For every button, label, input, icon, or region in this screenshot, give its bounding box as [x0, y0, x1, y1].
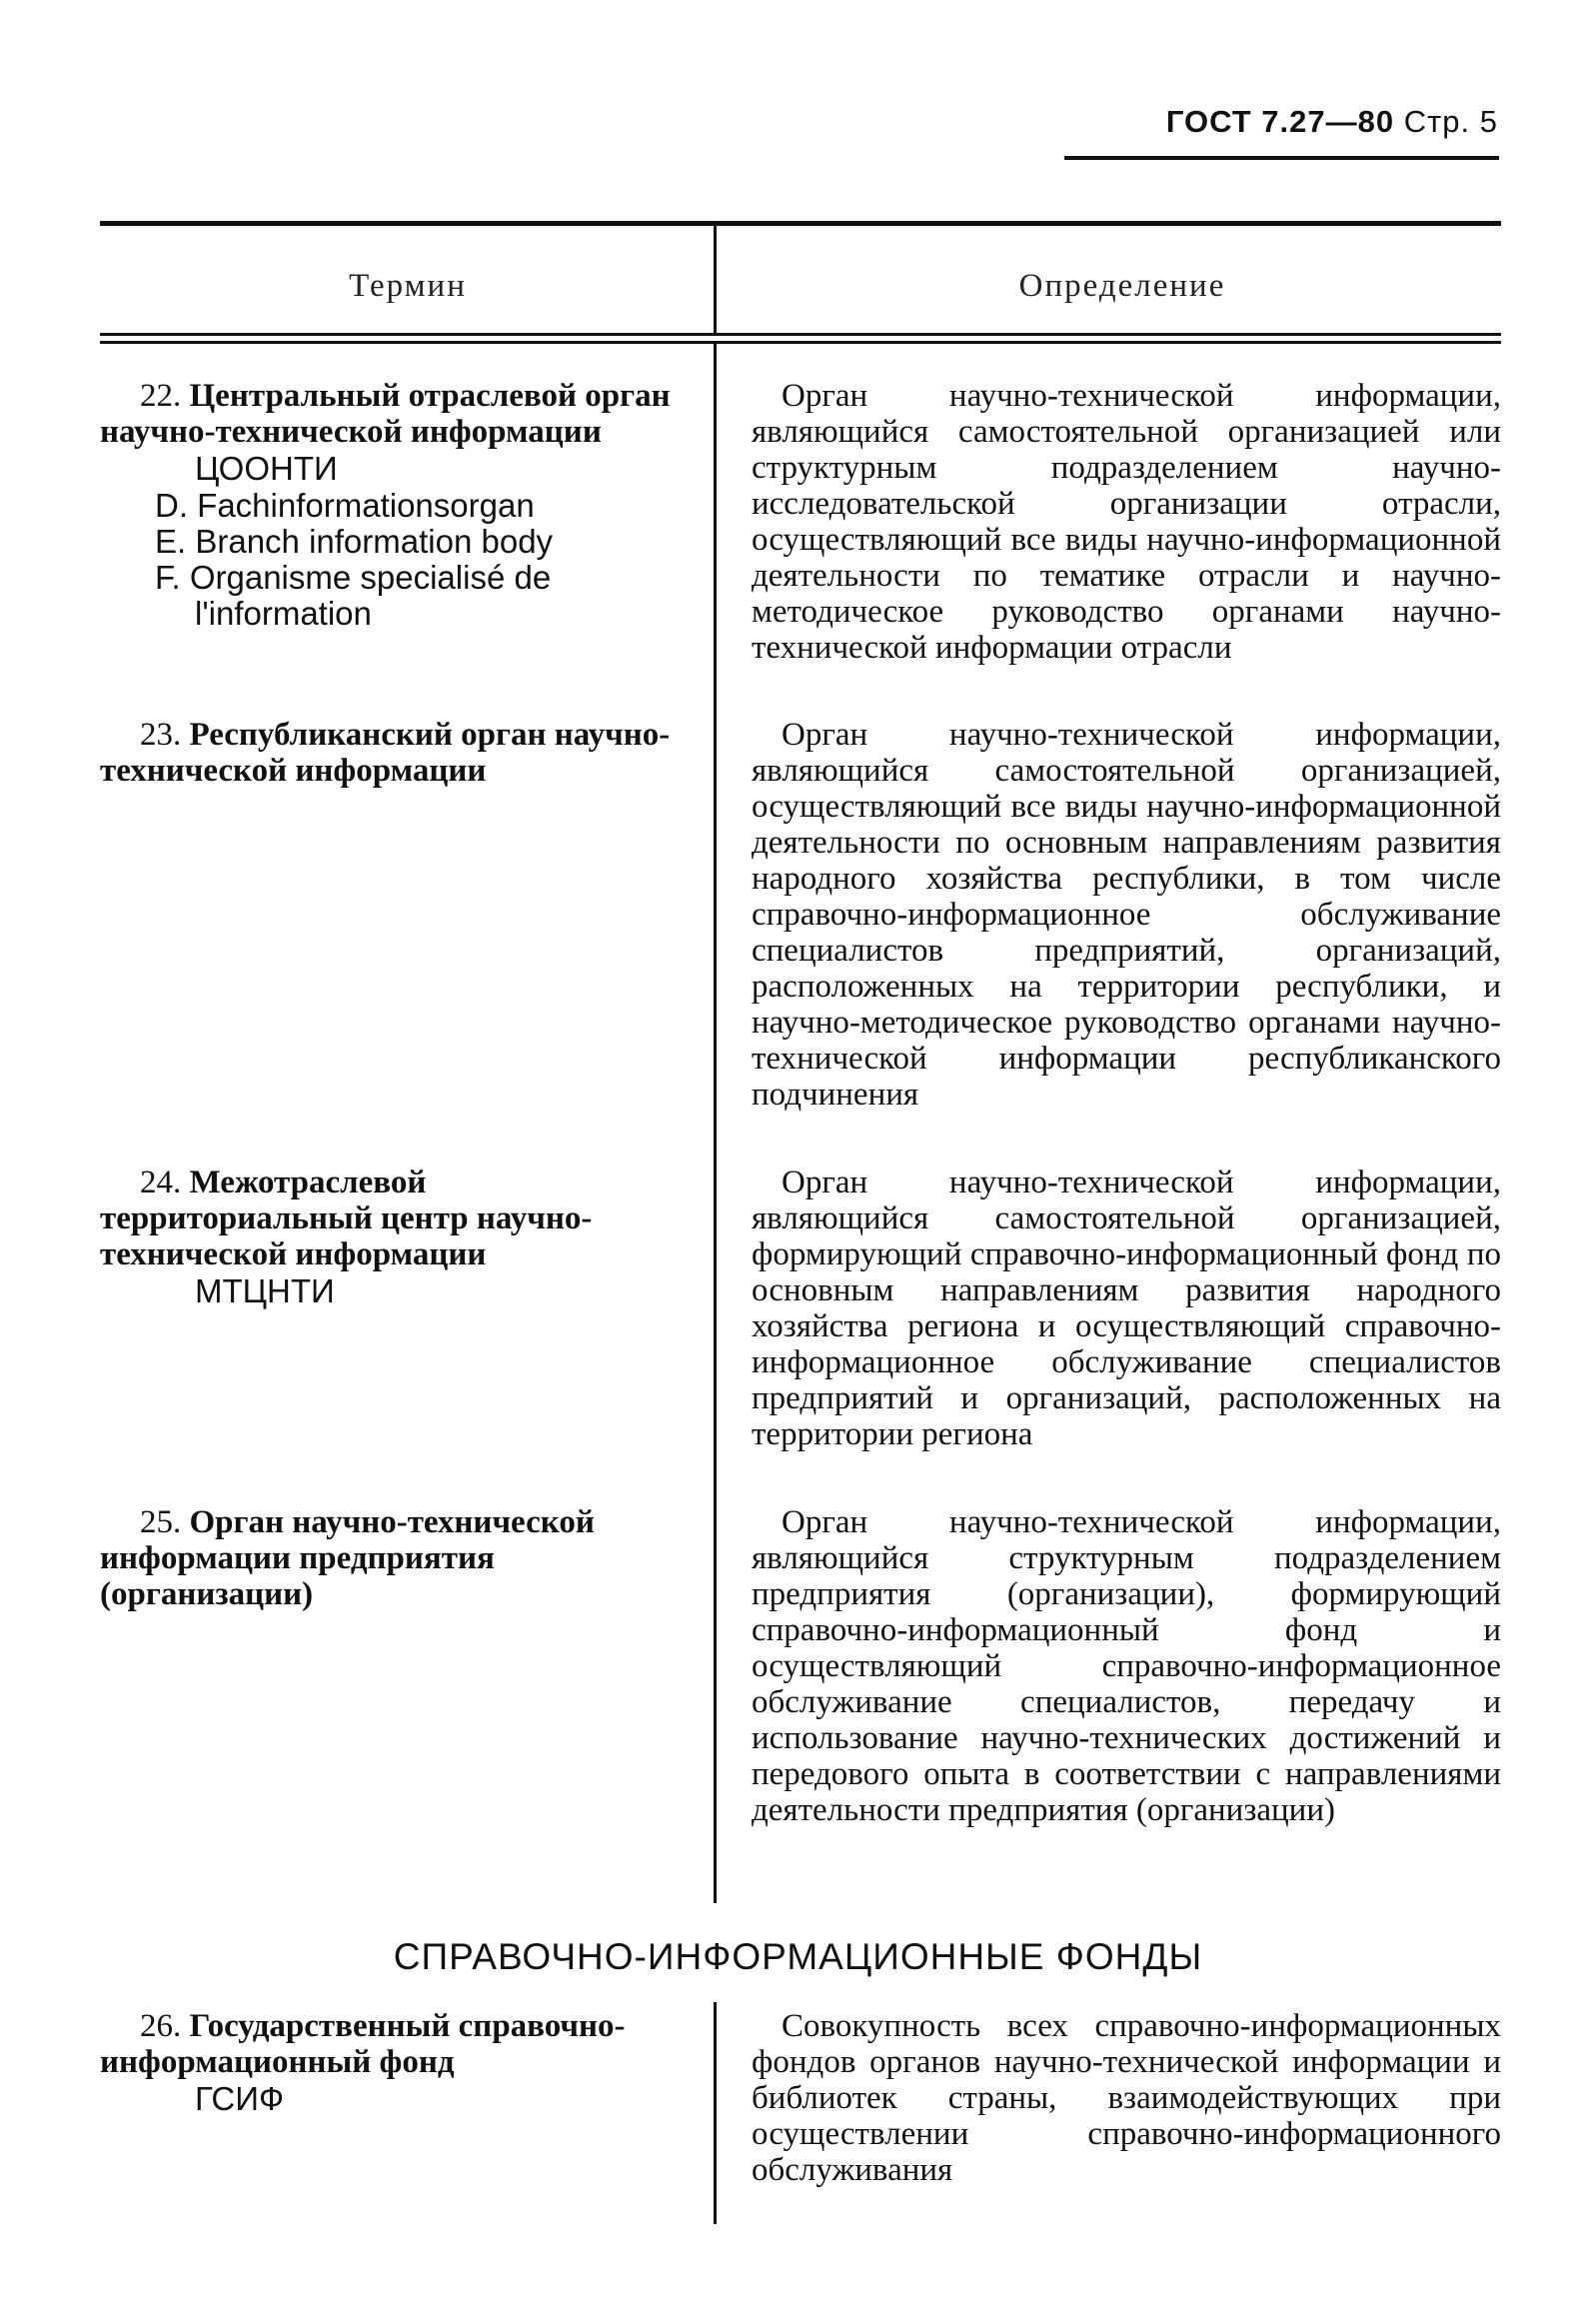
term-abbreviation: МТЦНТИ: [195, 1272, 335, 1309]
foreign-equivalent-en: E. Branch information body: [155, 523, 554, 560]
definition-22: Орган научно-технической информации, являющийся самостоятельной организацией или структурным подразделением научно-исследовательской организации отрасли, осуществляющий все виды научно-информационной деятельности по тематике отрасли и научно-методическое руководство органами научно-технической информации отрасли: [752, 378, 1501, 666]
term-title: Государственный справочно-информационный фонд: [100, 2008, 626, 2080]
column-header-term: Термин: [349, 268, 467, 304]
definition-25: Орган научно-технической информации, являющийся структурным подразделением предприятия (организации), формирующий справочно-информационный фонд и осуществляющий справочно-информационное обслуживание специалистов, передачу и использование научно-технических достижений и передового опыта в соответствии с направлениями деятельности предприятия (организации): [752, 1504, 1501, 1828]
term-number: 22.: [140, 378, 182, 414]
table-header-rule-double: [100, 341, 1501, 344]
term-title: Орган научно-технической информации предприятия (организации): [100, 1504, 595, 1612]
standard-designation: ГОСТ 7.27—80 Стр. 5: [1165, 104, 1498, 139]
table-top-rule: [100, 221, 1501, 226]
term-abbreviation: ЦООНТИ: [195, 450, 338, 487]
term-number: 24.: [140, 1164, 182, 1200]
page-number: Стр. 5: [1403, 104, 1498, 139]
column-header-definition: Определение: [1018, 268, 1226, 304]
term-number: 26.: [140, 2008, 182, 2044]
section-title: СПРАВОЧНО-ИНФОРМАЦИОННЫЕ ФОНДЫ: [393, 1936, 1203, 1977]
term-title: Республиканский орган научно-технической информации: [100, 717, 671, 789]
term-25: [100, 1504, 694, 1612]
foreign-equivalent-de: D. Fachinformationsorgan: [155, 487, 535, 524]
table-header-rule: [100, 333, 1501, 336]
foreign-equivalent-fr: F. Organisme specialisé de l'information: [155, 559, 552, 632]
header-rule: [1064, 156, 1499, 160]
term-24: [100, 1164, 694, 1310]
page-header: [1166, 104, 1498, 140]
definition-26: Совокупность всех справочно-информационных фондов органов научно-технической информации и библиотек страны, взаимодействующих при осуществлении справочно-информационного обслуживания: [752, 2008, 1501, 2188]
definition-23: Орган научно-технической информации, являющийся самостоятельной организацией, осуществляющий все виды научно-информационной деятельности по основным направлениям развития народного хозяйства республики, в том числе справочно-информационное обслуживание специалистов предприятий, организаций, расположенных на территории республики, и научно-методическое руководство органами научно-технической информации республиканского подчинения: [752, 717, 1501, 1113]
term-title: Центральный отраслевой орган научно-технической информации: [100, 378, 671, 450]
term-number: 23.: [140, 717, 182, 753]
term-23: [100, 717, 694, 789]
term-26: [100, 2008, 694, 2118]
term-title: Межотраслевой территориальный центр научно-технической информации: [100, 1164, 593, 1272]
term-22: [100, 378, 694, 632]
term-abbreviation: ГСИФ: [195, 2080, 285, 2117]
term-number: 25.: [140, 1504, 182, 1540]
column-divider: [714, 344, 717, 1903]
definition-24: Орган научно-технической информации, являющийся самостоятельной организацией, формирующий справочно-информационный фонд по основным направлениям развития народного хозяйства региона и осуществляющий справочно-информационное обслуживание специалистов предприятий и организаций, расположенных на территории региона: [752, 1164, 1501, 1452]
column-divider-bottom: [714, 2002, 717, 2224]
column-divider-header: [714, 221, 717, 334]
